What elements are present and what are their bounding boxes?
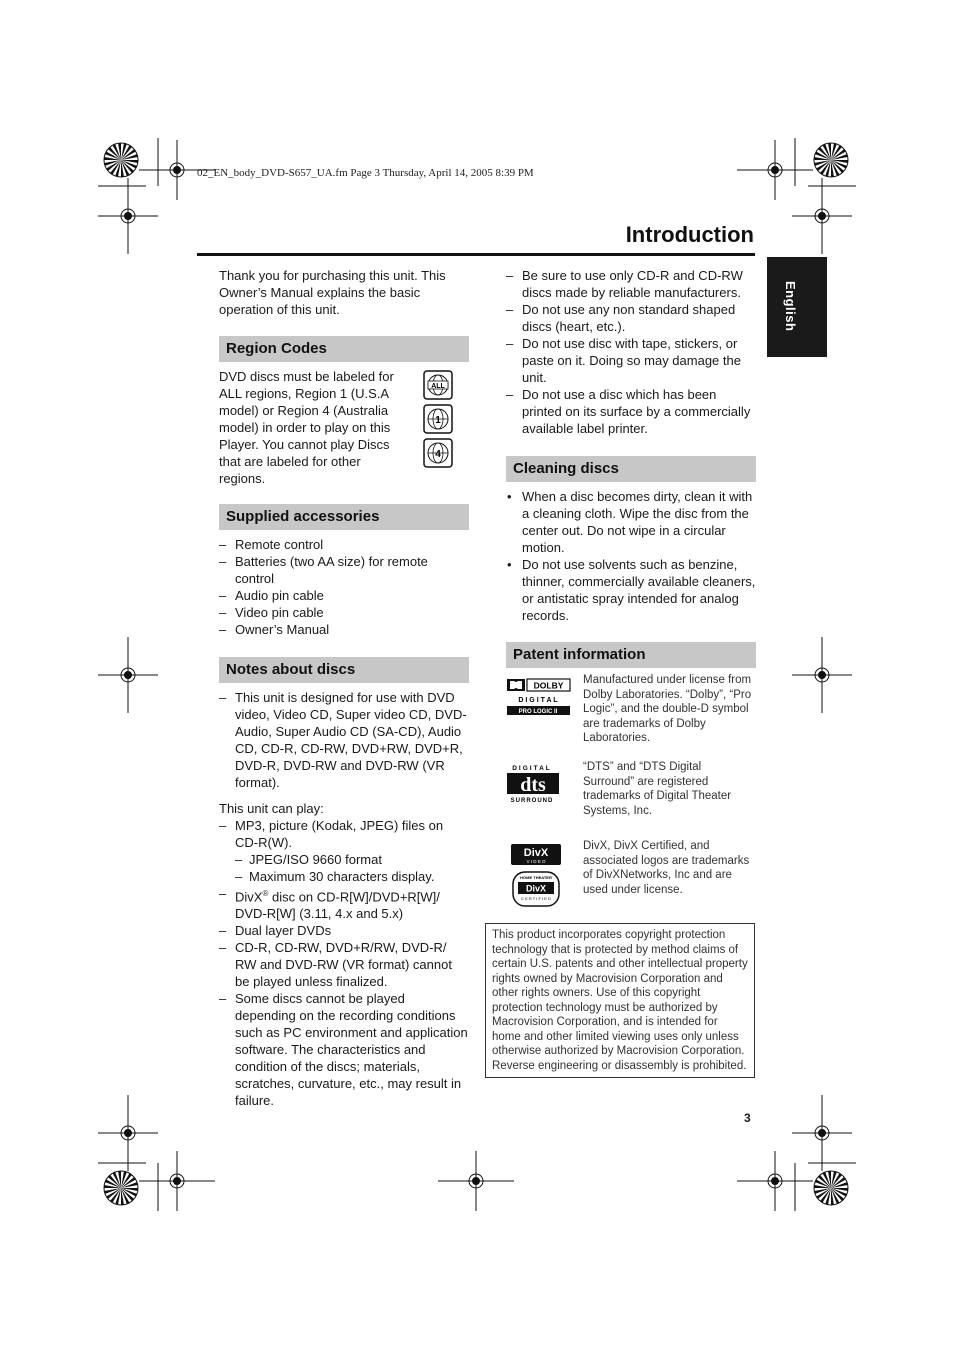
title-rule [197,253,755,256]
list-item [219,885,469,922]
region-codes-section [219,368,469,487]
patent-dts [506,760,756,839]
cleaning-discs-heading: Cleaning discs [506,456,756,482]
list-item: – CD-R, CD-RW, DVD+R/RW, DVD-R/ RW and DVD-RW (VR format) cannot be played unless finalized. [219,939,469,990]
language-tab [767,257,827,357]
dolby-word: DOLBY [533,680,564,691]
dolby-digital-word: D I G I T A L [518,697,558,704]
list-item: – Dual layer DVDs [219,922,469,939]
divx-word: DivX [523,847,549,859]
language-tab-label: English [783,281,798,332]
divx-prefix: DivX [235,889,263,905]
list-item: – Owner’s Manual [219,621,469,638]
divx-cert-word: C E R T I F I E D [521,896,551,901]
list-item: – Batteries (two AA size) for remote control [219,553,469,587]
patent-divx [506,839,756,929]
dolby-logo-icon [506,678,572,718]
region-codes-text: DVD discs must be labeled for ALL regions, Region 1 (U.S.A model) or Region 4 (Australia model) in order to play on this Player. You cannot play Discs that are labeled for other regions. [219,369,394,486]
list-item: – Do not use a disc which has been printed on its surface by a commercially available label printer. [506,386,756,437]
list-item: – Some discs cannot be played depending on the recording conditions such as PC environment and application software. The characteristics and condition of the discs; materials, scratches, curvature, etc., may result in failure. [219,990,469,1109]
dolby-text: Manufactured under license from Dolby Laboratories. “Dolby”, “Pro Logic”, and the double-D symbol are trademarks of Dolby Laboratories. [583,674,752,744]
divx-video-word: V I D E O [526,859,546,864]
dts-top-word: DIGITAL [512,765,552,772]
divx-text: DivX, DivX Certified, and associated logos are trademarks of DivXNetworks, Inc and are used under license. [583,840,750,896]
list-item-text: MP3, picture (Kodak, JPEG) files on CD-R(W). [235,818,444,850]
patent-dolby [506,673,756,757]
page-number: 3 [744,1111,751,1125]
can-play-list [219,817,469,1109]
patent-information-heading: Patent information [506,642,756,668]
sub-list-item: – Maximum 30 characters display. [235,868,469,885]
region-all-icon [423,370,453,400]
region-codes-heading: Region Codes [219,336,469,362]
list-item [219,817,469,885]
list-item: – This unit is designed for use with DVD video, Video CD, Super video CD, DVD-Audio, Super Audio CD (SA-CD), Audio CD, CD-R, CD-RW, DVD+RW, DVD+R, DVD-R, DVD-RW and DVD-RW (VR format). [219,689,469,791]
registered-mark: ® [262,889,269,898]
region-icons [423,370,455,468]
starburst-mark [814,143,848,177]
divx-video-logo-icon [510,843,562,867]
divx-text: disc on CD-R[W]/DVD+R[W]/ DVD-R[W] (3.11, 4.x and 5.x) [235,889,440,922]
copyright-notice: This product incorporates copyright protection technology that is protected by method claims of certain U.S. patents and other intellectual property rights owned by Macrovision Corporation and other rights owners. Use of this copyright protection technology must be authorized by Macrovision Corporation, and is intended for home and other limited viewing uses only unless otherwise authorized by Macrovision Corporation. Reverse engineering or disassembly is prohibited. [485,923,755,1078]
starburst-mark [104,1171,138,1205]
region-1-icon [423,404,453,434]
sub-list-item: – JPEG/ISO 9660 format [235,851,469,868]
dts-logo-icon [506,763,566,803]
file-info: 02_EN_body_DVD-S657_UA.fm Page 3 Thursday, April 14, 2005 8:39 PM [197,167,534,179]
region-4-label: 4 [435,449,441,460]
sub-list [235,851,469,885]
disc-notes-list [506,267,756,437]
list-item: – Do not use any non standard shaped discs (heart, etc.). [506,301,756,335]
list-item: – Be sure to use only CD-R and CD-RW discs made by reliable manufacturers. [506,267,756,301]
left-column [219,267,469,1109]
supplied-accessories-heading: Supplied accessories [219,504,469,530]
dts-bottom-word: SURROUND [510,798,554,803]
list-item: – Do not use disc with tape, stickers, or paste on it. Doing so may damage the unit. [506,335,756,386]
notes-list [219,689,469,791]
region-4-icon [423,438,453,468]
divx-home-word: HOME THEATER [520,875,552,880]
dts-text: “DTS” and “DTS Digital Surround” are registered trademarks of Digital Theater Systems, Inc. [583,761,732,817]
region-all-label: ALL [431,383,445,390]
dts-mid-word: dts [520,774,546,796]
list-item: • When a disc becomes dirty, clean it with a cleaning cloth. Wipe the disc from the center out. Do not wipe in a circular motion. [506,488,756,556]
intro-text: Thank you for purchasing this unit. This Owner’s Manual explains the basic operation of this unit. [219,268,446,317]
notes-about-discs-heading: Notes about discs [219,657,469,683]
divx-cert-brand: DivX [525,883,547,894]
supplied-accessories-list [219,536,469,638]
right-column [506,267,756,929]
region-1-label: 1 [435,415,441,426]
page-title: Introduction [625,222,754,247]
dolby-prologic-word: PRO LOGIC II [518,709,558,715]
starburst-mark [814,1171,848,1205]
starburst-mark [104,143,138,177]
list-item: – Audio pin cable [219,587,469,604]
can-play-text: This unit can play: [219,801,324,816]
divx-certified-logo-icon [512,871,560,907]
cleaning-list [506,488,756,624]
list-item: • Do not use solvents such as benzine, thinner, commercially available cleaners, or antistatic spray intended for analog records. [506,556,756,624]
list-item: – Video pin cable [219,604,469,621]
list-item: – Remote control [219,536,469,553]
